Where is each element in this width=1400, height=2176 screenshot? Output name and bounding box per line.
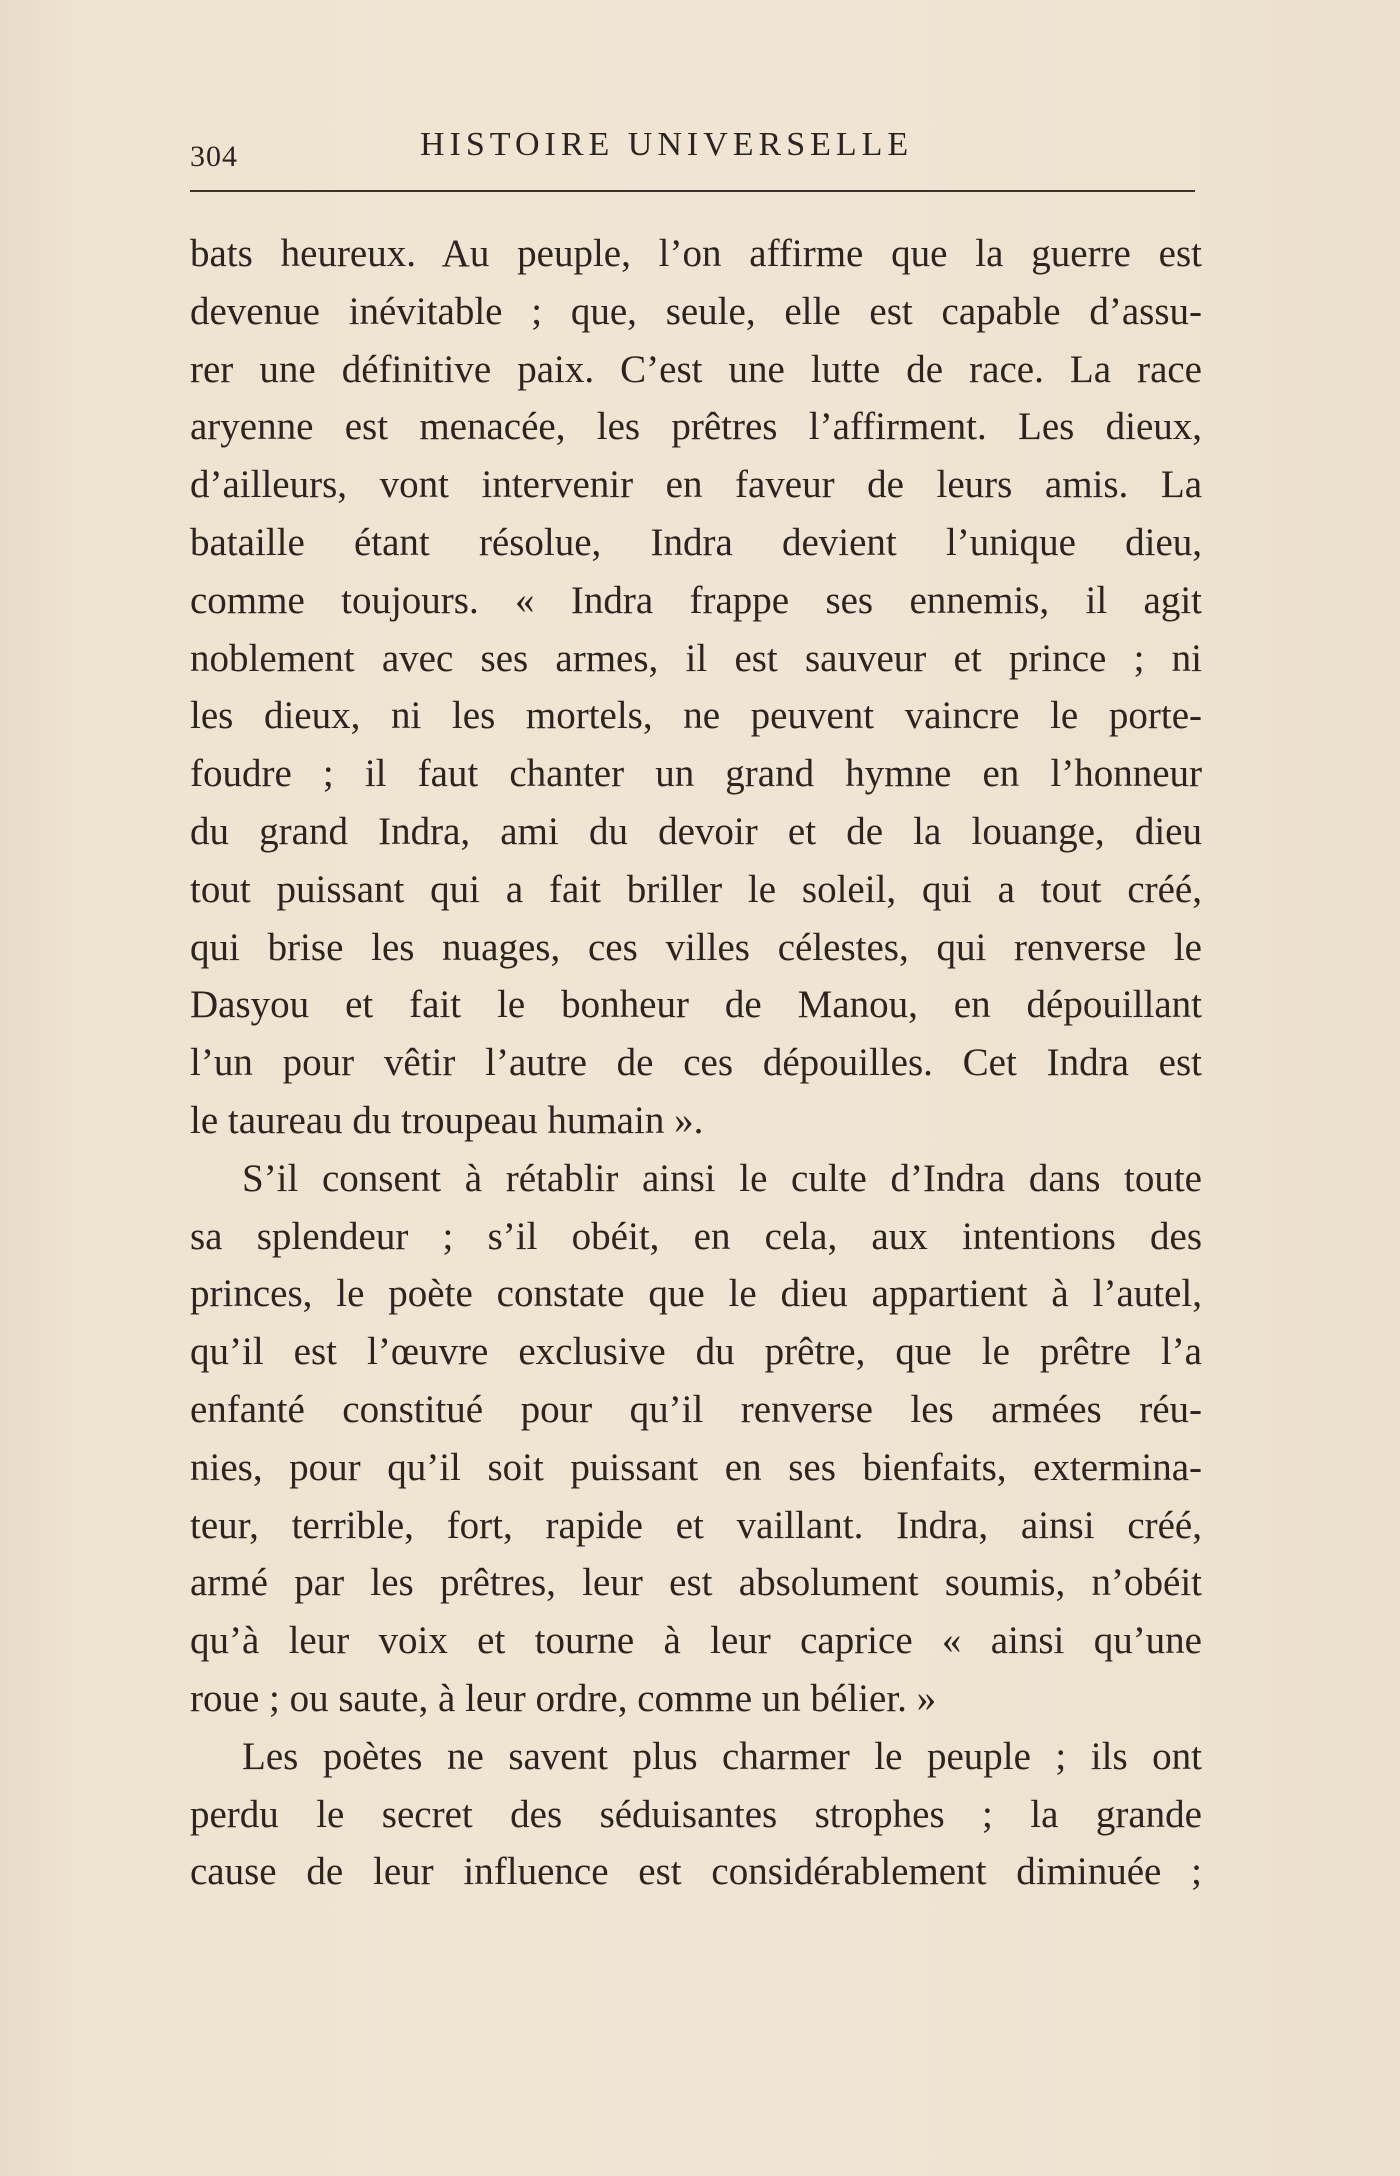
text-line: armé par les prêtres, leur est absolument soumis, n’obéit — [190, 1561, 1202, 1605]
text-line: comme toujours. « Indra frappe ses ennemis, il agit — [190, 578, 1202, 622]
text-line: qui brise les nuages, ces villes célestes, qui renverse le — [190, 925, 1202, 969]
text-line: aryenne est menacée, les prêtres l’affirment. Les dieux, — [190, 405, 1202, 449]
text-line: cause de leur influence est considérablement diminuée ; — [190, 1850, 1202, 1894]
text-line: S’il consent à rétablir ainsi le culte d’Indra dans toute — [242, 1156, 1202, 1200]
text-line: du grand Indra, ami du devoir et de la louange, dieu — [190, 809, 1202, 853]
text-line: devenue inévitable ; que, seule, elle est capable d’assu- — [190, 289, 1202, 333]
page-header — [190, 120, 1195, 173]
text-line: qu’il est l’œuvre exclusive du prêtre, que le prêtre l’a — [190, 1330, 1202, 1374]
text-line: sa splendeur ; s’il obéit, en cela, aux intentions des — [190, 1214, 1202, 1258]
text-line: bats heureux. Au peuple, l’on affirme que la guerre est — [190, 232, 1202, 275]
text-line: les dieux, ni les mortels, ne peuvent vaincre le porte- — [190, 694, 1202, 738]
text-line: teur, terrible, fort, rapide et vaillant. Indra, ainsi créé, — [190, 1503, 1202, 1547]
text-line: noblement avec ses armes, il est sauveur et prince ; ni — [190, 636, 1202, 680]
page-number: 304 — [190, 140, 238, 173]
text-line: l’un pour vêtir l’autre de ces dépouilles. Cet Indra est — [190, 1041, 1202, 1085]
text-line: roue ; ou saute, à leur ordre, comme un bélier. » — [190, 1676, 937, 1720]
running-title: HISTOIRE UNIVERSELLE — [420, 126, 914, 163]
text-line: enfanté constitué pour qu’il renverse les armées réu- — [190, 1387, 1202, 1431]
text-line: rer une définitive paix. C’est une lutte de race. La race — [190, 347, 1202, 391]
text-line: nies, pour qu’il soit puissant en ses bienfaits, extermina- — [190, 1445, 1202, 1489]
header-rule — [190, 190, 1195, 192]
text-line: Dasyou et fait le bonheur de Manou, en dépouillant — [190, 983, 1202, 1027]
text-line: d’ailleurs, vont intervenir en faveur de leurs amis. La — [190, 463, 1202, 507]
text-line: bataille étant résolue, Indra devient l’unique dieu, — [190, 520, 1202, 564]
text-line: Les poètes ne savent plus charmer le peuple ; ils ont — [242, 1734, 1202, 1778]
text-line: princes, le poète constate que le dieu appartient à l’autel, — [190, 1272, 1202, 1316]
body-text — [190, 225, 1202, 1901]
text-line: perdu le secret des séduisantes strophes ; la grande — [190, 1792, 1202, 1836]
text-line: foudre ; il faut chanter un grand hymne en l’honneur — [190, 752, 1202, 796]
text-line: qu’à leur voix et tourne à leur caprice « ainsi qu’une — [190, 1619, 1202, 1663]
text-line: le taureau du troupeau humain ». — [190, 1098, 704, 1142]
text-line: tout puissant qui a fait briller le soleil, qui a tout créé, — [190, 867, 1202, 911]
